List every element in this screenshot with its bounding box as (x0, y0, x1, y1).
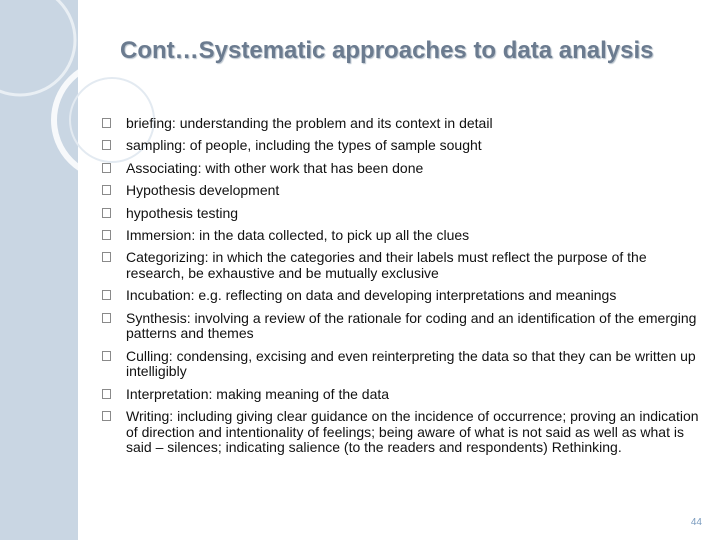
bullet-text: Culling: condensing, excising and even reinterpreting the data so that they can be written up intelligibly (126, 347, 696, 380)
bullet-text: hypothesis testing (126, 204, 239, 221)
bullet-item (114, 161, 704, 177)
bullet-item (114, 116, 704, 132)
bullet-item (114, 311, 704, 342)
bullet-text: Incubation: e.g. reflecting on data and developing interpretations and meanings (126, 287, 617, 304)
bullet-text: Immersion: in the data collected, to pick up all the clues (126, 226, 470, 243)
bullet-item (114, 206, 704, 222)
bullet-item (114, 387, 704, 403)
checkbox-bullet-icon (102, 389, 111, 399)
checkbox-bullet-icon (102, 208, 111, 218)
checkbox-bullet-icon (102, 185, 111, 195)
bullet-item (114, 183, 704, 199)
bullet-item (114, 409, 704, 456)
checkbox-bullet-icon (102, 313, 111, 323)
bullet-text: sampling: of people, including the types of sample sought (126, 137, 482, 154)
bullet-list (114, 116, 704, 463)
checkbox-bullet-icon (102, 140, 111, 150)
bullet-text: Interpretation: making meaning of the data (126, 385, 390, 402)
slide-title: Cont…Systematic approaches to data analysis (120, 37, 654, 64)
bullet-text: Associating: with other work that has been done (126, 159, 424, 176)
bullet-text: Hypothesis development (126, 182, 280, 199)
bullet-text: Categorizing: in which the categories and their labels must reflect the purpose of the research, be exhaustive and be mutually exclusive (126, 249, 647, 281)
page-number: 44 (690, 517, 702, 528)
bullet-item (114, 138, 704, 154)
checkbox-bullet-icon (102, 290, 111, 300)
bullet-item (114, 250, 704, 281)
bullet-item (114, 349, 704, 380)
checkbox-bullet-icon (102, 351, 111, 361)
bullet-item (114, 288, 704, 304)
checkbox-bullet-icon (102, 230, 111, 240)
checkbox-bullet-icon (102, 252, 111, 262)
bullet-text: Writing: including giving clear guidance on the incidence of occurrence; proving an indication of direction and intentionality of feelings; being aware of what is not said as well as what is said – silences; indicating salience (to the readers and respondents) Rethinking. (126, 408, 699, 456)
bullet-text: Synthesis: involving a review of the rationale for coding and an identification of the emerging patterns and themes (126, 309, 697, 342)
checkbox-bullet-icon (102, 118, 111, 128)
checkbox-bullet-icon (102, 411, 111, 421)
checkbox-bullet-icon (102, 163, 111, 173)
bullet-item (114, 228, 704, 244)
bullet-text: briefing: understanding the problem and its context in detail (126, 115, 493, 131)
